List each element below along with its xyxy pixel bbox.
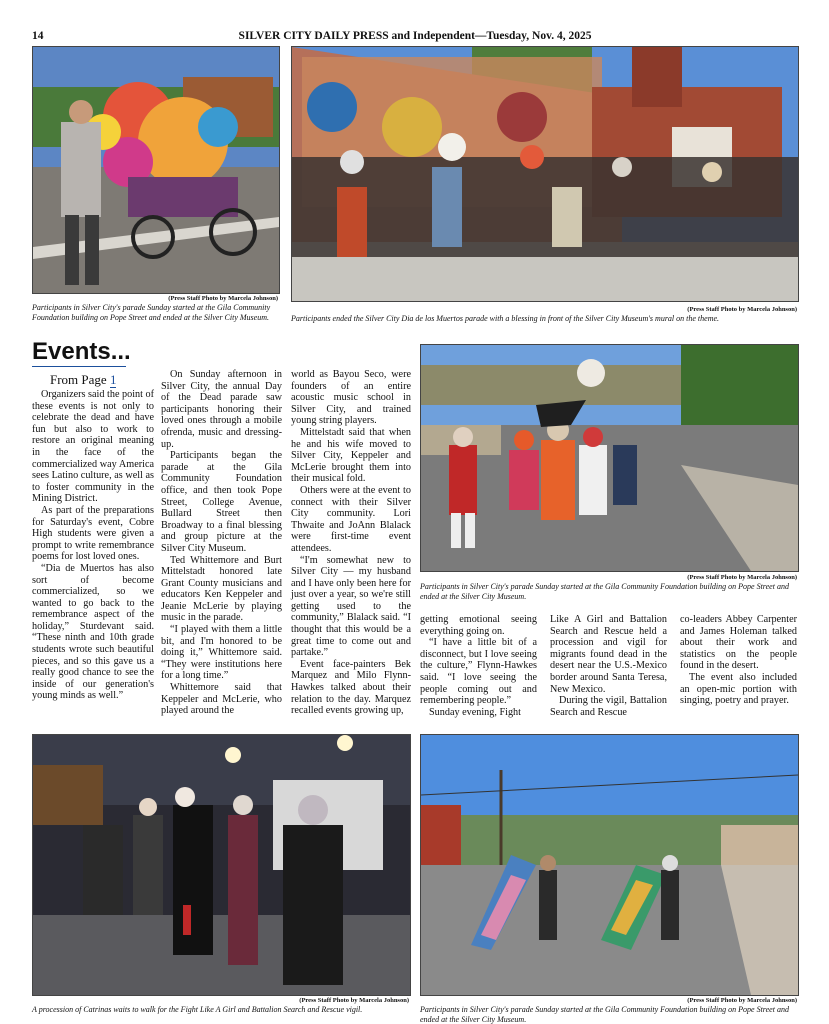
photo-credit: (Press Staff Photo by Marcela Johnson) (687, 574, 797, 581)
photo-credit: (Press Staff Photo by Marcela Johnson) (687, 997, 797, 1004)
photo-caption: A procession of Catrinas waits to walk for the Fight Like A Girl and Battalion Search and Rescue vigil. (32, 1005, 363, 1014)
paragraph: Others were at the event to connect with their Silver City community. Lori Thwaite and JoAnn Blalack were first-time event attendees. (291, 484, 411, 554)
article-column-3 (291, 369, 411, 717)
photo-caption: Participants ended the Silver City Dia de los Muertos parade with a blessing in front of the Silver City Museum's mural on the theme. (291, 314, 720, 323)
page-number: 14 (32, 30, 44, 42)
paragraph: Mittelstadt said that when he and his wife moved to Silver City, Keppeler and McLerie brought them into their musical fold. (291, 426, 411, 485)
paragraph: The event also included an open-mic portion with singing, poetry and prayer. (680, 671, 797, 707)
photo-credit: (Press Staff Photo by Marcela Johnson) (168, 295, 278, 302)
paragraph: Ted Whittemore and Burt Mittelstadt honored late Grant County musicians and educators Ken Keppeler and Jeanie McLerie by playing music in the parade. (161, 554, 282, 624)
paragraph: co-leaders Abbey Carpenter and James Holeman talked about their work and statistics on the people found in the desert. (680, 614, 797, 672)
article-column-2 (161, 369, 282, 717)
title-underline (32, 366, 126, 367)
paragraph: “Dia de Muertos has also sort of become commercialized, so we wanted to go back to the remembrance aspect of the holiday,” Sturdevant said. “These ninth and 10th grade students wrote such beautiful pieces, and so this gave us a really good chance to see the inside of our generation's young minds as well.” (32, 562, 154, 702)
photo-caption: Participants in Silver City's parade Sunday started at the Gila Community Foundation building on Pope Street and ended at the Silver City Museum. (420, 582, 789, 601)
article-column-4 (420, 614, 537, 718)
paragraph: “I have a little bit of a disconnect, but I love seeing the culture,” Flynn-Hawkes said. “I love seeing the people coming out and remembering people.” (420, 637, 537, 707)
jump-page-link[interactable]: 1 (109, 372, 117, 387)
paragraph: Whittemore said that Keppeler and McLerie, who played around the (161, 682, 282, 717)
paragraph: Sunday evening, Fight (429, 706, 521, 718)
photo-parade-tricycle (32, 46, 280, 294)
article-title: Events... (32, 338, 131, 365)
paragraph: Participants began the parade at the Gila Community Foundation office, and then took Pope Street, College Avenue, Bullard Street then Broadway to a final blessing and group picture at the Silver City Museum. (161, 450, 282, 554)
article-column-1 (32, 389, 154, 702)
jump-prefix: From Page (50, 372, 110, 387)
paragraph: world as Bayou Seco, were founders of an entire acoustic music school in Silver City, and trained young string players. (291, 369, 411, 427)
photo-caption: Participants in Silver City's parade Sunday started at the Gila Community Foundation building on Pope Street and ended at the Silver City Museum. (32, 303, 271, 322)
photo-catrinas-procession (32, 734, 411, 996)
paragraph: “I'm somewhat new to Silver City — my husband and I have only been here for just over a year, so we're still getting used to the community,” Blalack said. “I thought that this would be a great time to come out and partake.” (291, 554, 411, 659)
paragraph: As part of the preparations for Saturday's event, Cobre High students were given a prompt to write remembrance poems for lost loved ones. (32, 504, 154, 563)
photo-credit: (Press Staff Photo by Marcela Johnson) (687, 306, 797, 313)
photo-parade-street (420, 344, 799, 572)
paragraph: On Sunday afternoon in Silver City, the annual Day of the Dead parade saw participants honoring their loved ones through a mobile ofrenda, music and dressing-up. (161, 369, 282, 450)
jump-line (50, 372, 116, 388)
article-column-5 (550, 614, 667, 718)
masthead: SILVER CITY DAILY PRESS and Independent—Tuesday, Nov. 4, 2025 (238, 30, 592, 42)
photo-credit: (Press Staff Photo by Marcela Johnson) (299, 997, 409, 1004)
paragraph: Like A Girl and Battalion Search and Rescue held a procession and vigil for migrants found dead in the desert near the U.S.-Mexico border around Santa Teresa, New Mexico. (550, 614, 667, 695)
paragraph: During the vigil, Battalion Search and Rescue (550, 695, 667, 718)
paragraph: “I played with them a little bit, and I'm honored to be doing it,” Whittemore said. “They were institutions here for a long time.” (161, 624, 282, 682)
photo-parade-ofrendas (420, 734, 799, 996)
paragraph: Event face-painters Bek Marquez and Milo Flynn-Hawkes talked about their relation to the day. Marquez recalled events growing up, (291, 658, 411, 717)
photo-caption: Participants in Silver City's parade Sunday started at the Gila Community Foundation building on Pope Street and ended at the Silver City Museum. (420, 1005, 789, 1024)
article-column-6 (680, 614, 797, 707)
page-header (32, 30, 798, 44)
paragraph: getting emotional seeing everything going on. (420, 614, 537, 637)
paragraph: Organizers said the point of these events is not only to celebrate the dead and have fun but also to work to restore an original meaning in the face of the commercialized way America sees Latino culture, as well as to foster community in the Mining District. (32, 389, 154, 505)
photo-museum-mural (291, 46, 799, 302)
